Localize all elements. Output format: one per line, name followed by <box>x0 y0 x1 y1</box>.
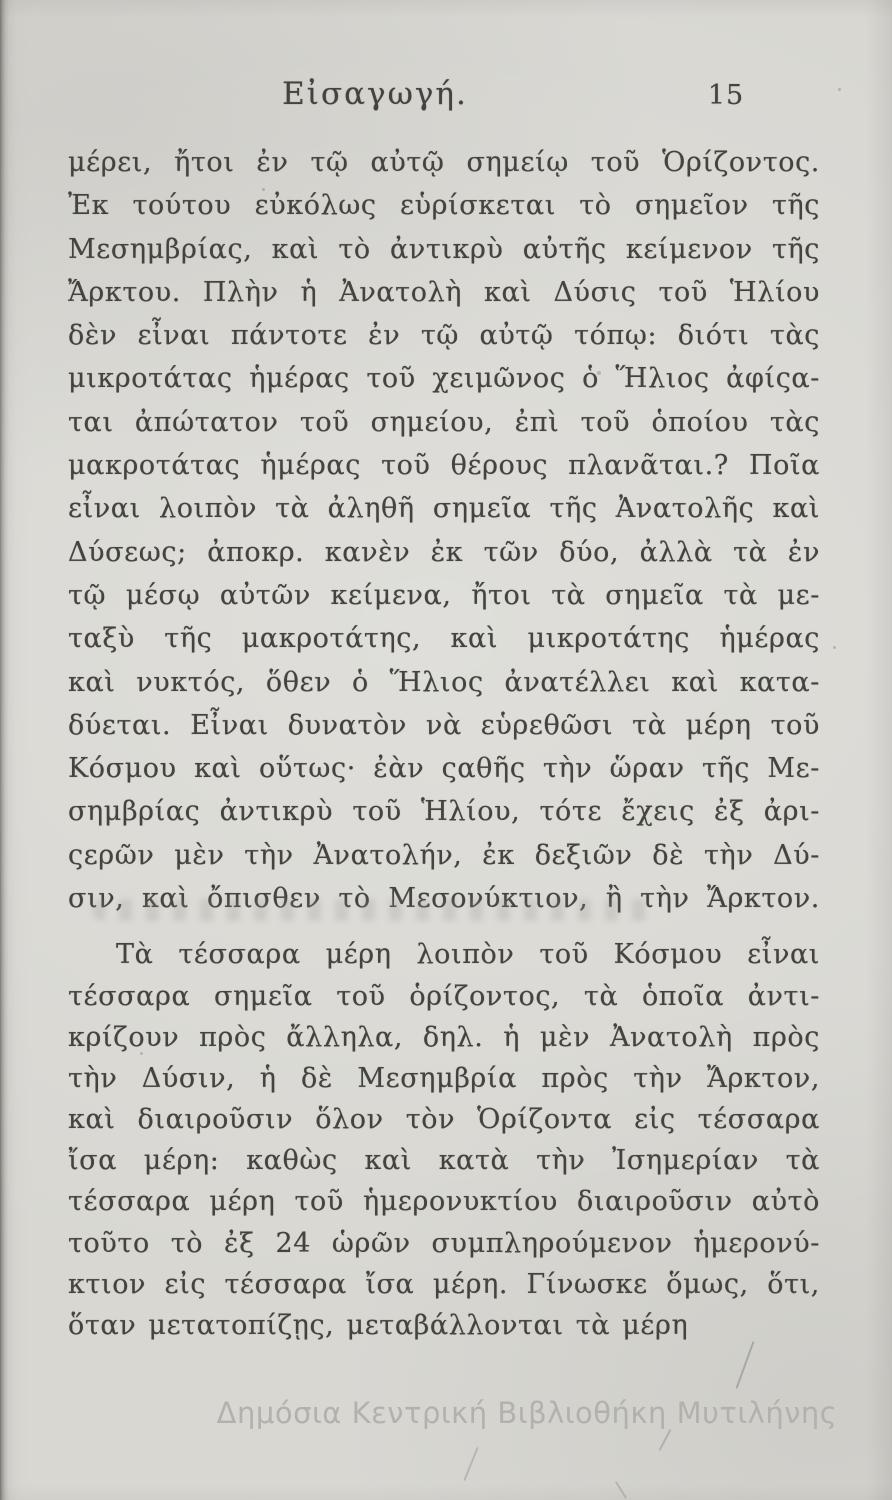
text-line: τὴν Δύσιν, ἡ δὲ Μεσημβρία πρὸς τὴν Ἄρκτον, <box>68 1062 820 1094</box>
text-line: καὶ νυκτός, ὅθεν ὁ Ἥλιος ἀνατέλλει καὶ κατα- <box>68 666 820 698</box>
library-watermark: Δημόσια Κεντρική Βιβλιοθήκη Μυτιλήνης <box>216 1396 838 1430</box>
text-line: ἴσα μέρη: καθὼς καὶ κατὰ τὴν Ἰσημερίαν τὰ <box>68 1145 820 1177</box>
paper-speck <box>838 88 841 91</box>
body-text <box>68 141 820 1346</box>
text-line: μακροτάτας ἡμέρας τοῦ θέρους πλανᾶται.? Ποῖα <box>68 450 820 482</box>
text-line: σιν, καὶ ὄπισθεν τὸ Μεσονύκτιον, ἢ τὴν Ἄρκτον. <box>68 883 820 915</box>
text-line: ςερῶν μὲν τὴν Ἀνατολήν, ἐκ δεξιῶν δὲ τὴν Δύ- <box>68 839 820 871</box>
pen-scratch-mark <box>463 1447 478 1481</box>
text-line: τέσσαρα σημεῖα τοῦ ὁρίζοντος, τὰ ὁποῖα ἀντι- <box>68 980 820 1012</box>
page-number: 15 <box>707 80 745 111</box>
paragraph-1 <box>68 141 820 920</box>
text-line: τέσσαρα μέρη τοῦ ἡμερονυκτίου διαιροῦσιν αὐτὸ <box>68 1186 820 1218</box>
text-line: Ἄρκτου. Πλὴν ἡ Ἀνατολὴ καὶ Δύσις τοῦ Ἡλίου <box>68 276 820 308</box>
text-line: ὅταν μετατοπίζῃς, μεταβάλλονται τὰ μέρη <box>68 1310 689 1342</box>
text-line: Δύσεως; ἀποκρ. κανὲν ἐκ τῶν δύο, ἀλλὰ τὰ ἐν <box>68 536 820 568</box>
paper-speck <box>140 1052 143 1055</box>
text-line: τοῦτο τὸ ἐξ 24 ὡρῶν συμπληρούμενον ἡμερονύ- <box>68 1227 820 1259</box>
paper-speck <box>262 188 265 191</box>
text-line: ται ἀπώτατον τοῦ σημείου, ἐπὶ τοῦ ὁποίου τὰς <box>68 406 820 438</box>
text-line: Μεσημβρίας, καὶ τὸ ἀντικρὺ αὐτῆς κείμενον τῆς <box>68 233 820 265</box>
text-line: μέρει, ἤτοι ἐν τῷ αὐτῷ σημείῳ τοῦ Ὁρίζοντος. <box>68 147 820 178</box>
paragraph-2 <box>68 934 820 1346</box>
text-line: δύεται. Εἶναι δυνατὸν νὰ εὑρεθῶσι τὰ μέρη τοῦ <box>68 709 820 741</box>
pen-scratch-mark <box>658 1429 671 1451</box>
page-title: Εἰσαγωγή. <box>282 76 468 112</box>
text-line: μικροτάτας ἡμέρας τοῦ χειμῶνος ὁ Ἥλιος ἀφίςα- <box>68 363 820 395</box>
pen-scratch-mark <box>615 1481 627 1499</box>
text-line: κτιον εἰς τέσσαρα ἴσα μέρη. Γίνωσκε ὅμως, ὅτι, <box>68 1268 820 1300</box>
pen-scratch-mark <box>736 1341 755 1389</box>
paper-speck <box>833 646 836 649</box>
text-line: καὶ διαιροῦσιν ὅλον τὸν Ὁρίζοντα εἰς τέσσαρα <box>68 1104 820 1136</box>
text-line: εἶναι λοιπὸν τὰ ἀληθῆ σημεῖα τῆς Ἀνατολῆς καὶ <box>68 493 820 525</box>
ink-bleedthrough-smudge <box>92 899 652 921</box>
text-line: δὲν εἶναι πάντοτε ἐν τῷ αὐτῷ τόπῳ: διότι τὰς <box>68 320 820 352</box>
text-line: ταξὺ τῆς μακροτάτης, καὶ μικροτάτης ἡμέρας <box>68 623 820 655</box>
text-line: κρίζουν πρὸς ἄλληλα, δηλ. ἡ μὲν Ἀνατολὴ πρὸς <box>68 1021 820 1053</box>
text-line: σημβρίας ἀντικρὺ τοῦ Ἡλίου, τότε ἔχεις ἐξ ἀρι- <box>68 796 820 828</box>
paper-speck <box>597 371 601 375</box>
text-line: τῷ μέσῳ αὐτῶν κείμενα, ἤτοι τὰ σημεῖα τὰ με- <box>68 579 820 611</box>
text-line: Κόσμου καὶ οὕτως· ἐὰν ςαθῆς τὴν ὥραν τῆς Με- <box>68 753 820 785</box>
text-line: Ἐκ τούτου εὐκόλως εὑρίσκεται τὸ σημεῖον τῆς <box>68 190 820 222</box>
text-line: Τὰ τέσσαρα μέρη λοιπὸν τοῦ Κόσμου εἶναι <box>116 939 820 971</box>
